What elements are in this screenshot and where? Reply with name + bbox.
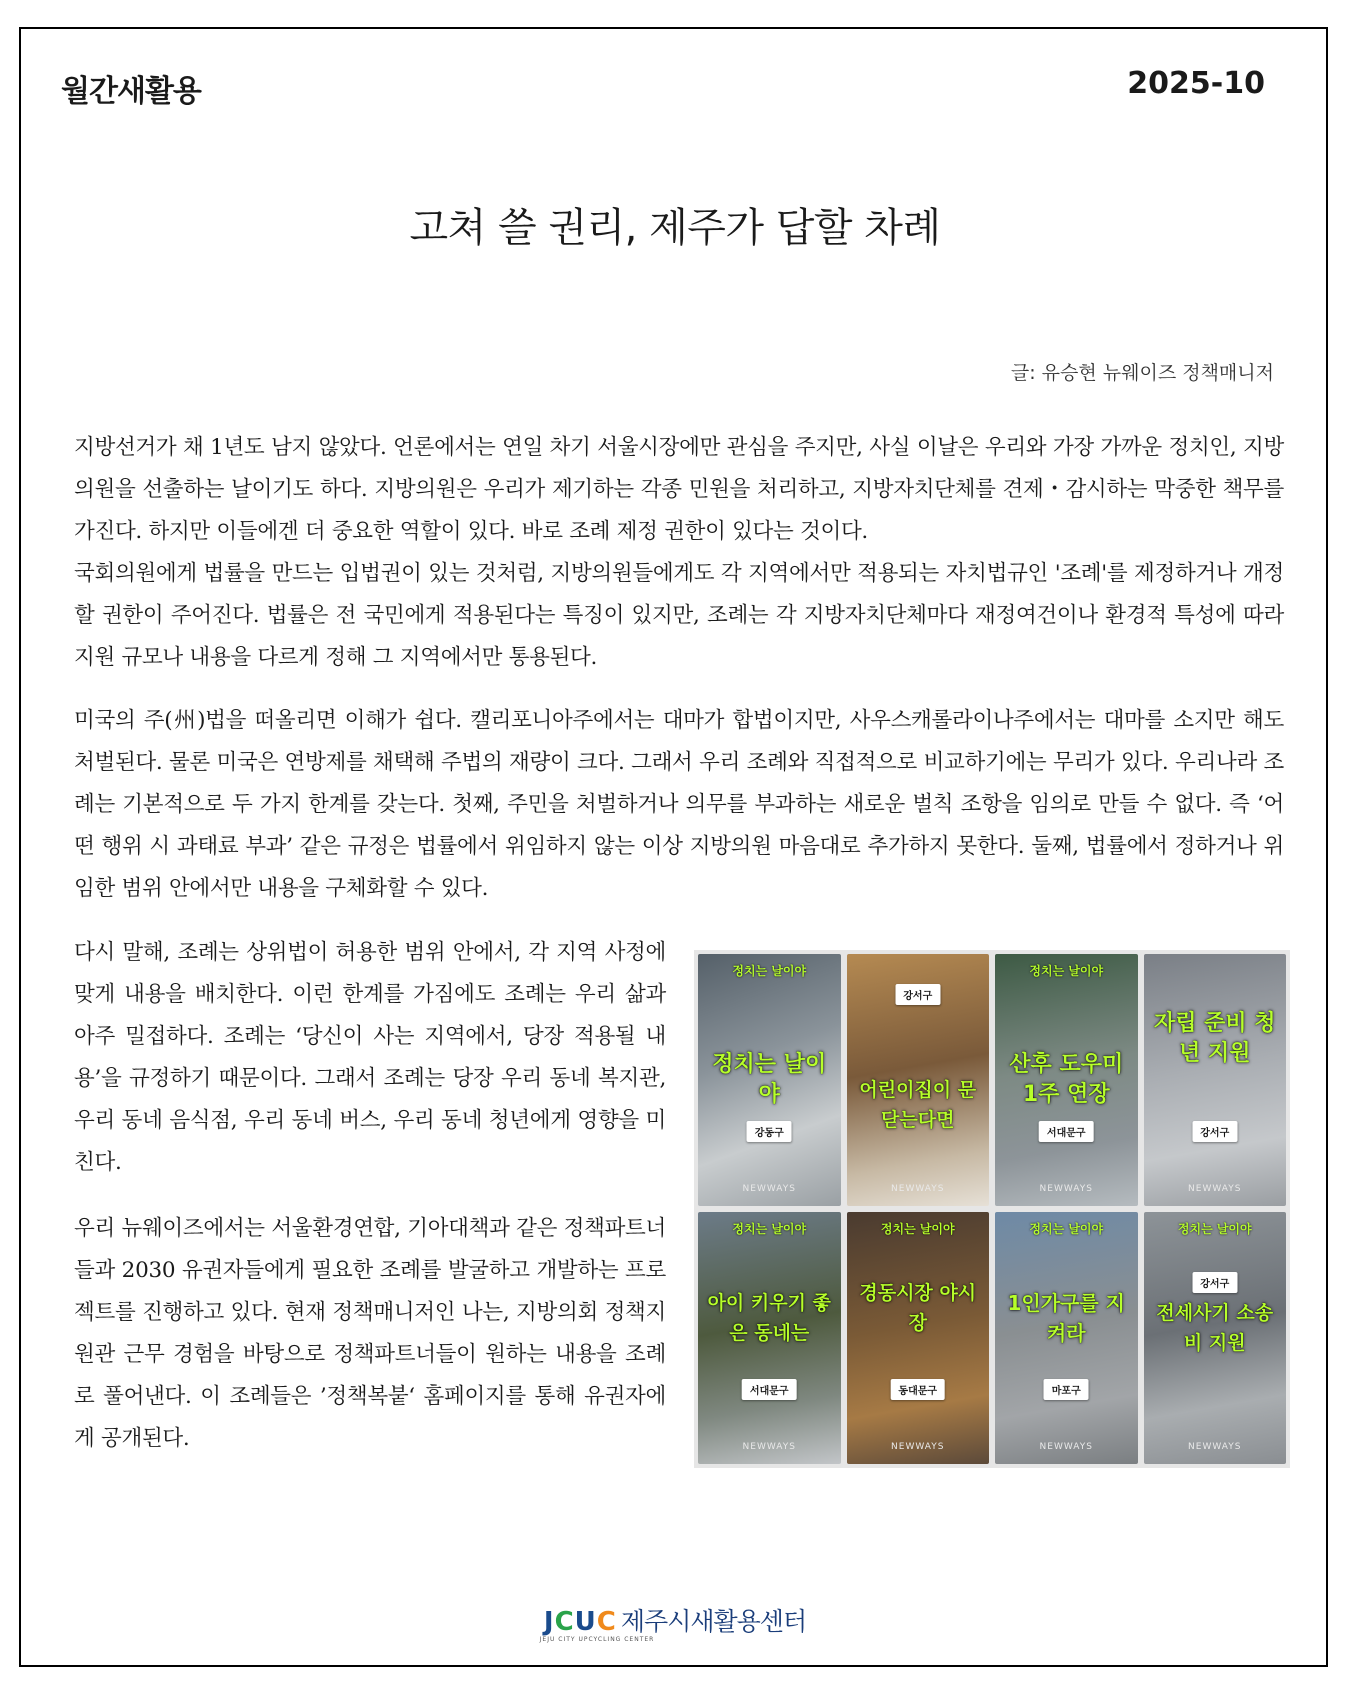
poster-brand: NEWWAYS [1188,1442,1242,1452]
jcuc-logo [544,1607,617,1637]
poster-brand: NEWWAYS [742,1442,796,1452]
poster-logo: 정치는 날이야 [880,1222,955,1236]
poster-district-tag: 강서구 [895,984,940,1005]
poster-logo: 정치는 날이야 [732,964,807,978]
poster-tile-2 [847,954,990,1206]
logo-letter-j: J [543,1607,555,1637]
paragraph-4: 우리 뉴웨이즈에서는 서울환경연합, 기아대책과 같은 정책파트너들과 2030 유권자들에게 필요한 조례를 발굴하고 개발하는 프로젝트를 진행하고 있다. 현재 정책매니저인 나는, 지방의회 정책지원관 근무 경험을 바탕으로 정책파트너들이 원하는 내용을 조례로 풀어낸다. 이 조례들은 ’정책복붙‘ 홈페이지를 통해 유권자에게 공개된다. [74,1216,666,1451]
article-byline: 글: 유승현 뉴웨이즈 정책매니저 [1010,362,1274,384]
publication-name: 월간새활용 [61,74,201,109]
poster-headline: 산후 도우미 1주 연장 [1009,1051,1124,1107]
poster-tile-7 [995,1212,1138,1464]
poster-logo: 정치는 날이야 [1029,1222,1104,1236]
paragraph-3: 다시 말해, 조례는 상위법이 허용한 범위 안에서, 각 지역 사정에 맞게 내용을 배치한다. 이런 한계를 가짐에도 조례는 우리 삶과 아주 밀접하다. 조례는 ‘당신이 사는 지역에서, 당장 적용될 내용’을 규정하기 때문이다. 그래서 조례는 당장 우리 동네 복지관, 우리 동네 음식점, 우리 동네 버스, 우리 동네 청년에게 영향을 미친다. [74,940,666,1175]
poster-brand: NEWWAYS [1188,1184,1242,1194]
poster-headline: 어린이집이 문 닫는다면 [859,1078,977,1131]
poster-district-tag: 강동구 [747,1121,792,1142]
article-section-3 [74,932,666,1184]
paragraph-2: 미국의 주(州)법을 떠올리면 이해가 쉽다. 캘리포니아주에서는 대마가 합법이지만, 사우스캐롤라이나주에서는 대마를 소지만 해도 처벌된다. 물론 미국은 연방제를 채택해 주법의 재량이 크다. 그래서 우리 조례와 직접적으로 비교하기에는 무리가 있다. 우리나라 조례는 기본적으로 두 가지 한계를 갖는다. 첫째, 주민을 처벌하거나 의무를 부과하는 새로운 벌칙 조항을 임의로 만들 수 없다. 즉 ‘어떤 행위 시 과태료 부과’ 같은 규정은 법률에서 위임하지 않는 이상 지방의원 마음대로 추가하지 못한다. 둘째, 법률에서 정하거나 위임한 범위 안에서만 내용을 구체화할 수 있다. [74,708,1284,901]
poster-headline: 경동시장 야시장 [859,1281,977,1334]
poster-district-tag: 강서구 [1192,1272,1237,1293]
poster-tile-6 [847,1212,990,1464]
paragraph-1: 지방선거가 채 1년도 남지 않았다. 언론에서는 연일 차기 서울시장에만 관심을 주지만, 사실 이날은 우리와 가장 가까운 정치인, 지방의원을 선출하는 날이기도 하다. 지방의원은 우리가 제기하는 각종 민원을 처리하고, 지방자치단체를 견제・감시하는 막중한 책무를 가진다. 하지만 이들에겐 더 중요한 역할이 있다. 바로 조례 제정 권한이 있다는 것이다. [74,435,1284,544]
poster-logo: 정치는 날이야 [732,1222,807,1236]
poster-tile-3 [995,954,1138,1206]
poster-district-tag: 강서구 [1192,1121,1237,1142]
poster-brand: NEWWAYS [742,1184,796,1194]
article-section-1 [74,427,1284,679]
poster-brand: NEWWAYS [1039,1442,1093,1452]
article-title: 고쳐 쓸 권리, 제주가 답할 차례 [409,205,941,251]
article-section-4 [74,1208,666,1460]
poster-grid-image [694,950,1290,1468]
poster-logo: 정치는 날이야 [1177,1222,1252,1236]
logo-letter-c2: C [596,1607,617,1637]
center-subtitle: JEJU CITY UPCYCLING CENTER [539,1636,655,1643]
article-section-2 [74,700,1284,910]
logo-letter-c: C [554,1607,575,1637]
paragraph-1b: 국회의원에게 법률을 만드는 입법권이 있는 것처럼, 지방의원들에게도 각 지역에서만 적용되는 자치법규인 '조례'를 제정하거나 개정할 권한이 주어진다. 법률은 전 국민에게 적용된다는 특징이 있지만, 조례는 각 지방자치단체마다 재정여건이나 환경적 특성에 따라 지원 규모나 내용을 다르게 정해 그 지역에서만 통용된다. [74,561,1284,670]
poster-headline: 자립 준비 청년 지원 [1153,1011,1276,1067]
footer-logo [0,1602,1350,1643]
logo-letter-u: U [574,1607,597,1637]
poster-tile-5 [698,1212,841,1464]
poster-district-tag: 서대문구 [742,1379,797,1400]
poster-headline: 정치는 날이야 [712,1051,827,1107]
poster-headline: 전세사기 소송비 지원 [1156,1301,1274,1354]
poster-logo: 정치는 날이야 [1029,964,1104,978]
poster-brand: NEWWAYS [1039,1184,1093,1194]
center-name: 제주시새활용센터 [620,1607,807,1636]
poster-district-tag: 서대문구 [1039,1121,1094,1142]
poster-district-tag: 마포구 [1044,1379,1089,1400]
poster-tile-8 [1144,1212,1287,1464]
issue-date: 2025-10 [1127,66,1265,101]
poster-tile-1 [698,954,841,1206]
poster-district-tag: 동대문구 [890,1379,945,1400]
poster-brand: NEWWAYS [891,1442,945,1452]
poster-brand: NEWWAYS [891,1184,945,1194]
poster-tile-4 [1144,954,1287,1206]
poster-headline: 1인가구를 지켜라 [1007,1290,1125,1345]
poster-headline: 아이 키우기 좋은 동네는 [707,1291,831,1344]
